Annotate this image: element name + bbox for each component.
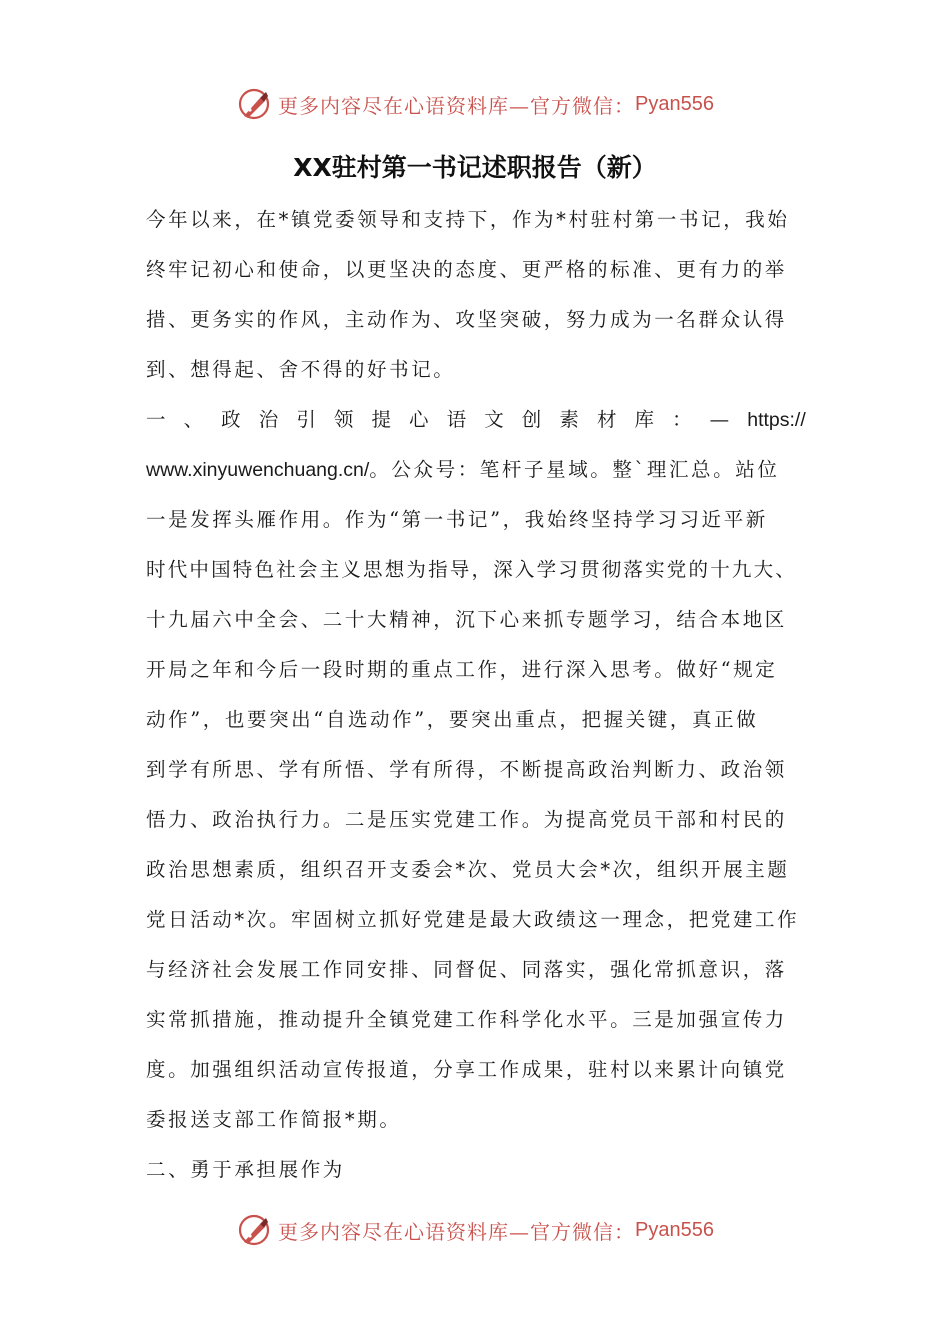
- paragraph-line: 一是发挥头雁作用。作为“第一书记”，我始终坚持学习习近平新: [146, 508, 768, 531]
- watermark-text: 更多内容尽在心语资料库—官方微信：: [278, 1219, 636, 1244]
- pen-nib-logo-icon: [236, 1212, 272, 1248]
- paragraph-line: 度。加强组织活动宣传报道，分享工作成果，驻村以来累计向镇党: [146, 1058, 787, 1081]
- section-heading-1: [146, 395, 806, 445]
- watermark-text: 更多内容尽在心语资料库—官方微信：: [278, 93, 636, 118]
- heading-char: 引: [296, 408, 316, 431]
- heading-char: 领: [333, 408, 354, 431]
- section-heading-2: 二、勇于承担展作为: [146, 1158, 345, 1181]
- watermark-footer: [0, 1208, 950, 1252]
- watermark-wechat-id: Pyan556: [635, 1218, 714, 1241]
- paragraph-line: 与经济社会发展工作同安排、同督促、同落实，强化常抓意识，落: [146, 958, 787, 981]
- pen-nib-logo-icon: [236, 86, 272, 122]
- paragraph-line: 实常抓措施，推动提升全镇党建工作科学化水平。三是加强宣传力: [146, 1008, 787, 1031]
- watermark-wechat-id: Pyan556: [635, 92, 714, 115]
- heading-char: 库: [634, 408, 655, 431]
- heading-char: 文: [484, 408, 504, 431]
- url-text: https://: [747, 409, 806, 431]
- paragraph-line: 党日活动*次。牢固树立抓好党建是最大政绩这一理念，把党建工作: [146, 908, 800, 931]
- heading-char: 材: [596, 408, 617, 431]
- paragraph-line: 开局之年和今后一段时期的重点工作，进行深入思考。做好“规定: [146, 658, 778, 681]
- heading-char: 创: [521, 408, 542, 431]
- paragraph-line: 到、想得起、舍不得的好书记。: [146, 358, 456, 381]
- paragraph-line: 政治思想素质，组织召开支委会*次、党员大会*次，组织开展主题: [146, 858, 790, 881]
- heading-char: ：: [672, 408, 692, 431]
- heading-char: 政: [221, 408, 241, 431]
- paragraph-line: 悟力、政治执行力。二是压实党建工作。为提高党员干部和村民的: [146, 808, 787, 831]
- paragraph-line: 动作”，也要突出“自选动作”，要突出重点，把握关键，真正做: [146, 708, 759, 731]
- heading-char: 语: [446, 408, 467, 431]
- paragraph-line: 措、更务实的作风，主动作为、攻坚突破，努力成为一名群众认得: [146, 308, 787, 331]
- heading-char: 心: [409, 408, 429, 431]
- paragraph-line: 十九届六中全会、二十大精神，沉下心来抓专题学习，结合本地区: [146, 608, 787, 631]
- document-title: XX驻村第一书记述职报告（新）: [293, 153, 657, 182]
- heading-char: 、: [183, 408, 204, 431]
- heading-char: 素: [559, 408, 579, 431]
- paragraph-line: 时代中国特色社会主义思想为指导，深入学习贯彻落实党的十九大、: [146, 558, 798, 581]
- watermark-header: [0, 82, 950, 126]
- url-line-rest: 。公众号：笔杆子星域。整`理汇总。站位: [369, 458, 780, 481]
- heading-char: 一: [146, 408, 166, 431]
- url-text: www.xinyuwenchuang.cn/: [146, 459, 370, 481]
- paragraph-line: 委报送支部工作简报*期。: [146, 1108, 402, 1131]
- paragraph-line: 今年以来，在*镇党委领导和支持下，作为*村驻村第一书记，我始: [146, 208, 790, 231]
- heading-char: 提: [371, 408, 391, 431]
- heading-char: 治: [258, 408, 279, 431]
- paragraph-line: 到学有所思、学有所悟、学有所得，不断提高政治判断力、政治领: [146, 758, 787, 781]
- url-line: [146, 445, 806, 495]
- heading-char: —: [709, 408, 730, 431]
- paragraph-line: 终牢记初心和使命，以更坚决的态度、更严格的标准、更有力的举: [146, 258, 787, 281]
- document-body: [146, 195, 806, 1195]
